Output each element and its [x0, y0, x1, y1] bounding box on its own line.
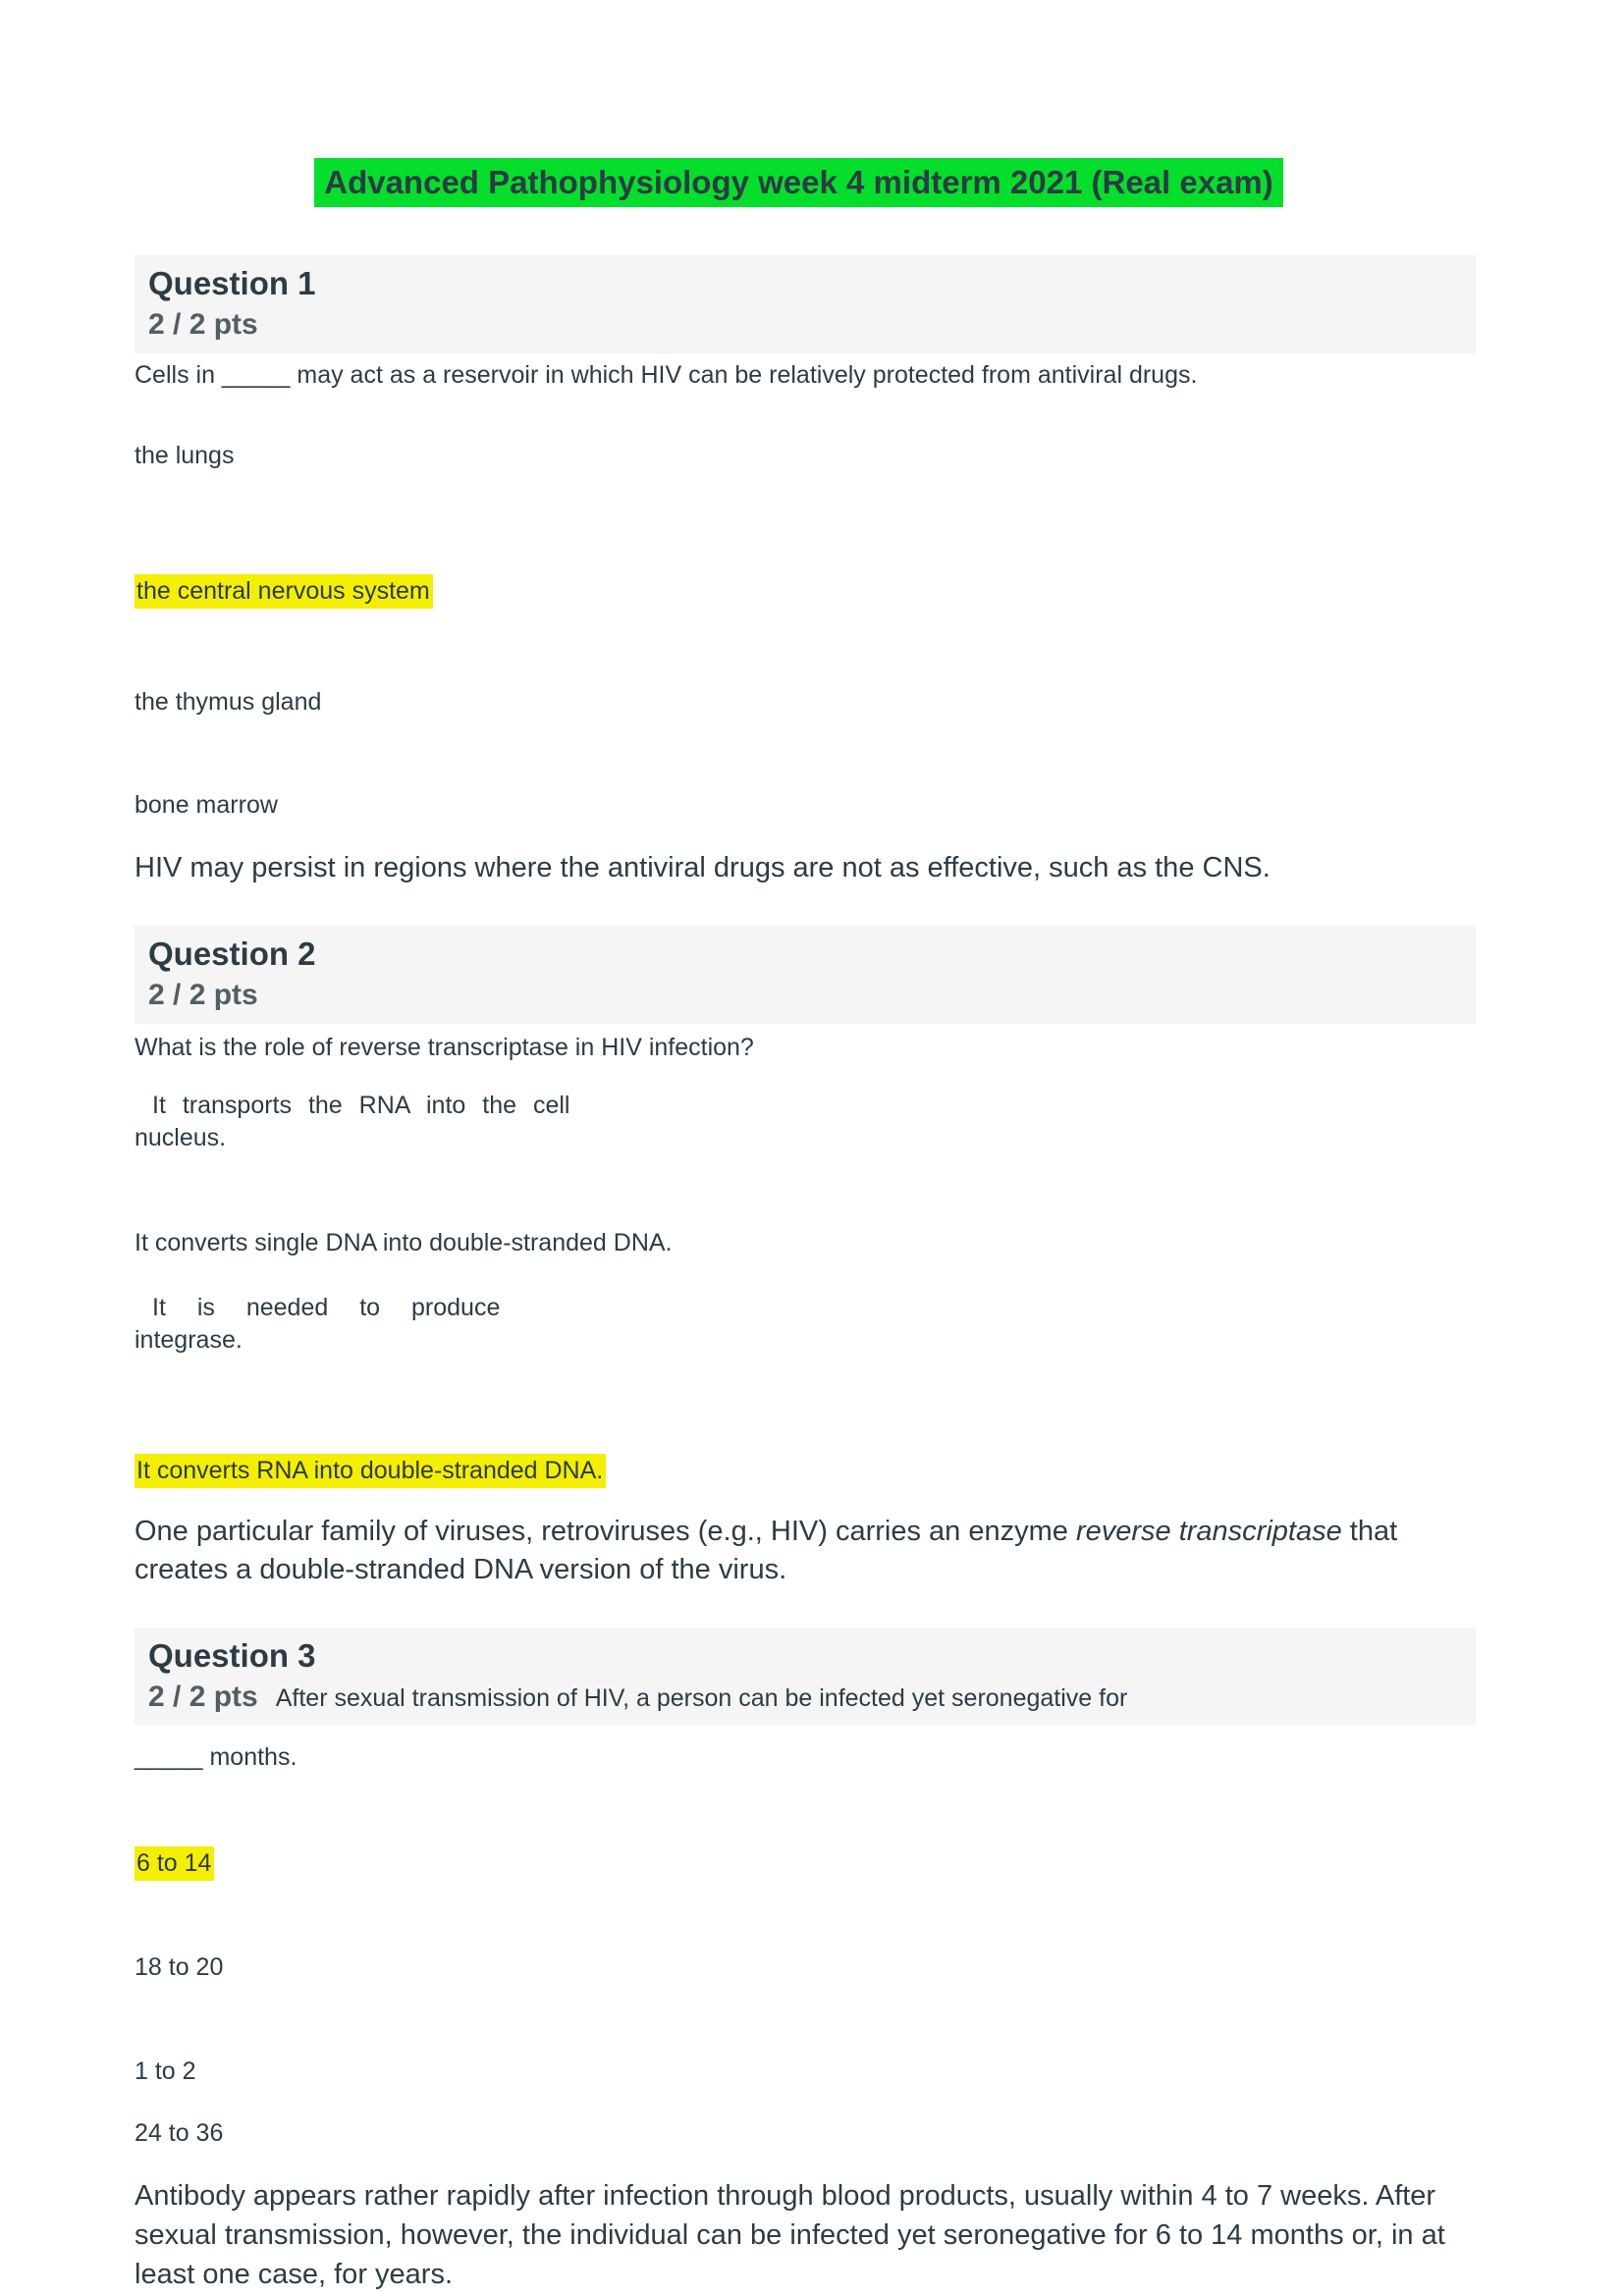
answer-option-text: the central nervous system — [135, 574, 433, 609]
answer-option-text: 6 to 14 — [135, 1846, 214, 1881]
explanation-text — [135, 1513, 1460, 1590]
answer-option-line — [135, 575, 1476, 608]
explanation-text: Antibody appears rather rapidly after infection through blood products, usually within 4 to 7 weeks. After sexual transmission, however, the individual can be infected yet seronegative for 6 to 14 months or, in at least one case, for years. — [135, 2180, 1445, 2290]
question-section — [135, 1628, 1476, 2295]
answer-option-line — [135, 2056, 1476, 2088]
answer-option-line — [135, 1090, 1476, 1122]
answer-option-text: nucleus. — [135, 1123, 227, 1151]
answer-option-text: the lungs — [135, 442, 235, 470]
answer-option-text: 1 to 2 — [135, 2057, 196, 2086]
answer-option-text: the thymus gland — [135, 688, 322, 717]
answer-option — [135, 1227, 1476, 1259]
question-header-box — [135, 255, 1476, 353]
question-points: 2 / 2 pts — [148, 979, 258, 1012]
question-text: What is the role of reverse transcriptase in HIV infection? — [135, 1034, 754, 1062]
question-header-box — [135, 1628, 1476, 1726]
document-title: Advanced Pathophysiology week 4 midterm 2021 (Real exam) — [314, 158, 1283, 207]
answer-option-text: It converts RNA into double-stranded DNA. — [135, 1454, 606, 1488]
answer-option — [135, 1951, 1476, 1984]
answer-option-line — [135, 1122, 1476, 1154]
answer-option-text: It is needed to produce — [152, 1293, 501, 1321]
answer-option — [135, 789, 1476, 822]
answer-option-line — [135, 686, 1476, 719]
explanation-fragment: One particular family of viruses, retroviruses (e.g., HIV) carries an enzyme — [135, 1515, 1076, 1547]
answer-option-correct — [135, 1847, 1476, 1880]
answer-option — [135, 2056, 1476, 2088]
answer-option-correct — [135, 575, 1476, 608]
explanation-text: HIV may persist in regions where the antiviral drugs are not as effective, such as the CNS. — [135, 852, 1271, 884]
document-content — [135, 158, 1476, 2295]
question-points-row — [148, 1681, 1462, 1713]
answer-option-line — [135, 1951, 1476, 1984]
question-title: Question 1 — [148, 265, 316, 301]
question-points-row — [148, 308, 1462, 341]
answer-option-text: bone marrow — [135, 791, 278, 820]
answer-option-text: It transports the RNA into the cell — [152, 1091, 570, 1119]
question-text-inline: After sexual transmission of HIV, a person can be infected yet seronegative for — [275, 1683, 1128, 1712]
question-header-box — [135, 926, 1476, 1024]
answer-option-line — [135, 1847, 1476, 1880]
question-points-row — [148, 979, 1462, 1011]
answer-option-text: integrase. — [135, 1325, 243, 1354]
question-points: 2 / 2 pts — [148, 307, 258, 341]
question-points: 2 / 2 pts — [148, 1680, 258, 1713]
answer-option-text: 18 to 20 — [135, 1953, 224, 1982]
explanation-italic-term: reverse transcriptase — [1075, 1515, 1342, 1547]
answer-option-line — [135, 2117, 1476, 2150]
answer-option — [135, 686, 1476, 719]
answer-option-line — [135, 1227, 1476, 1259]
question-text-continuation: _____ months. — [135, 1742, 298, 1771]
explanation-fragment: that creates a double-stranded DNA version of the virus. — [135, 1515, 1398, 1586]
answer-option-line — [135, 1455, 1476, 1487]
answer-option-line — [135, 1292, 1476, 1324]
answer-option-text: It converts single DNA into double-stranded DNA. — [135, 1228, 673, 1256]
answer-option — [135, 1292, 1476, 1357]
answer-option-text: 24 to 36 — [135, 2119, 224, 2148]
answer-option-correct — [135, 1455, 1476, 1487]
title-row — [122, 158, 1476, 207]
answer-option-line — [135, 789, 1476, 822]
question-text: Cells in _____ may act as a reservoir in which HIV can be relatively protected from antiviral drugs. — [135, 360, 1198, 389]
question-title: Question 3 — [148, 1637, 316, 1675]
answer-option — [135, 440, 1476, 472]
question-section — [135, 926, 1476, 1590]
answer-option-line — [135, 440, 1476, 472]
answer-option-line — [135, 1324, 1476, 1357]
question-title: Question 2 — [148, 935, 316, 973]
answer-option — [135, 1090, 1476, 1154]
question-section — [135, 255, 1476, 888]
answer-option — [135, 2117, 1476, 2150]
questions-container — [135, 255, 1476, 2295]
